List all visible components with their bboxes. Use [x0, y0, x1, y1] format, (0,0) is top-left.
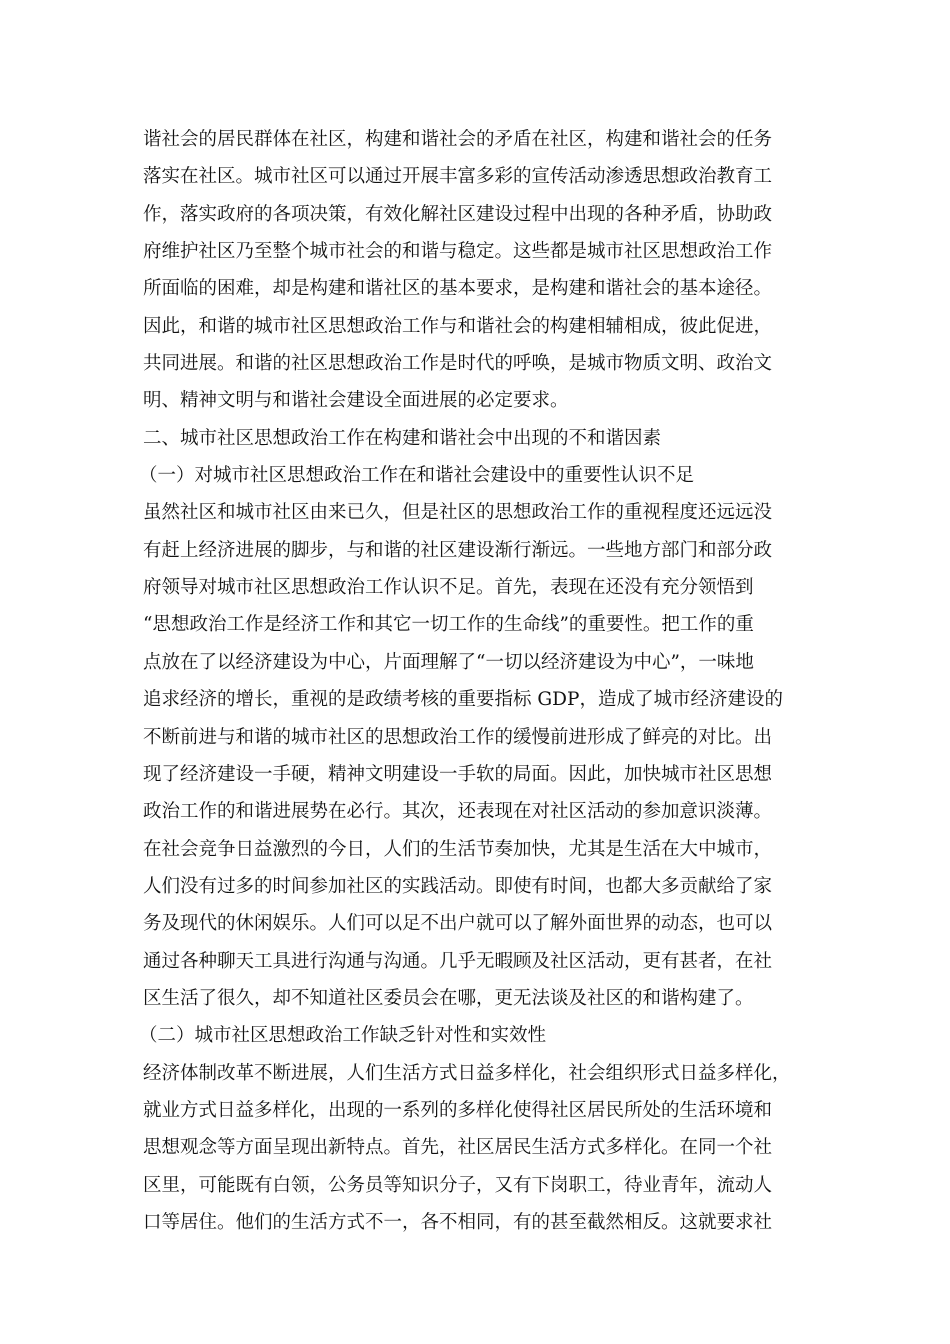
text-line: 点放在了以经济建设为中心，片面理解了“一切以经济建设为中心”，一味地: [143, 651, 754, 673]
text-line: 明、精神文明与和谐社会建设全面进展的必定要求。: [143, 390, 569, 412]
text-line: 府维护社区乃至整个城市社会的和谐与稳定。这些都是城市社区思想政治工作: [143, 241, 773, 263]
text-line: 不断前进与和谐的城市社区的思想政治工作的缓慢前进形成了鲜亮的对比。出: [143, 726, 773, 748]
text-line: 政治工作的和谐进展势在必行。其次，还表现在对社区活动的参加意识淡薄。: [143, 801, 773, 823]
text-line: 有赶上经济进展的脚步，与和谐的社区建设渐行渐远。一些地方部门和部分政: [143, 539, 773, 561]
text-line: 府领导对城市社区思想政治工作认识不足。首先，表现在还没有充分领悟到: [143, 577, 754, 599]
text-line: 现了经济建设一手硬，精神文明建设一手软的局面。因此，加快城市社区思想: [143, 763, 773, 785]
text-line: 共同进展。和谐的社区思想政治工作是时代的呼唤，是城市物质文明、政治文: [143, 353, 773, 375]
text-line: 经济体制改革不断进展，人们生活方式日益多样化，社会组织形式日益多样化，: [143, 1062, 791, 1084]
text-line: 虽然社区和城市社区由来已久，但是社区的思想政治工作的重视程度还远远没: [143, 502, 773, 524]
text-line: 口等居住。他们的生活方式不一，各不相同，有的甚至截然相反。这就要求社: [143, 1211, 773, 1233]
text-line: 思想观念等方面呈现出新特点。首先，社区居民生活方式多样化。在同一个社: [143, 1137, 773, 1159]
text-line: 谐社会的居民群体在社区，构建和谐社会的矛盾在社区，构建和谐社会的任务: [143, 129, 773, 150]
subsection-heading: （二）城市社区思想政治工作缺乏针对性和实效性: [139, 1025, 547, 1047]
document-page: [139, 121, 843, 1241]
text-line: 在社会竞争日益激烈的今日，人们的生活节奏加快，尤其是生活在大中城市，: [143, 838, 773, 860]
text-line: 通过各种聊天工具进行沟通与沟通。几乎无暇顾及社区活动，更有甚者，在社: [143, 950, 773, 972]
text-line: 人们没有过多的时间参加社区的实践活动。即使有时间，也都大多贡献给了家: [143, 875, 773, 897]
text-line: 追求经济的增长，重视的是政绩考核的重要指标 GDP，造成了城市经济建设的: [143, 689, 783, 711]
text-line: 所面临的困难，却是构建和谐社区的基本要求，是构建和谐社会的基本途径。: [143, 278, 773, 300]
text-line: 务及现代的休闲娱乐。人们可以足不出户就可以了解外面世界的动态，也可以: [143, 913, 773, 935]
section-heading: 二、城市社区思想政治工作在构建和谐社会中出现的不和谐因素: [143, 427, 662, 449]
text-line: 作，落实政府的各项决策，有效化解社区建设过程中出现的各种矛盾，协助政: [143, 203, 773, 225]
text-line: 就业方式日益多样化，出现的一系列的多样化使得社区居民所处的生活环境和: [143, 1099, 773, 1121]
text-line: “思想政治工作是经济工作和其它一切工作的生命线”的重要性。把工作的重: [143, 614, 754, 636]
text-line: 区生活了很久，却不知道社区委员会在哪，更无法谈及社区的和谐构建了。: [143, 987, 754, 1009]
text-line: 落实在社区。城市社区可以通过开展丰富多彩的宣传活动渗透思想政治教育工: [143, 166, 773, 188]
subsection-heading: （一）对城市社区思想政治工作在和谐社会建设中的重要性认识不足: [139, 465, 695, 487]
text-line: 区里，可能既有白领，公务员等知识分子，又有下岗职工，待业青年，流动人: [143, 1174, 773, 1196]
text-line: 因此，和谐的城市社区思想政治工作与和谐社会的构建相辅相成，彼此促进，: [143, 315, 773, 337]
